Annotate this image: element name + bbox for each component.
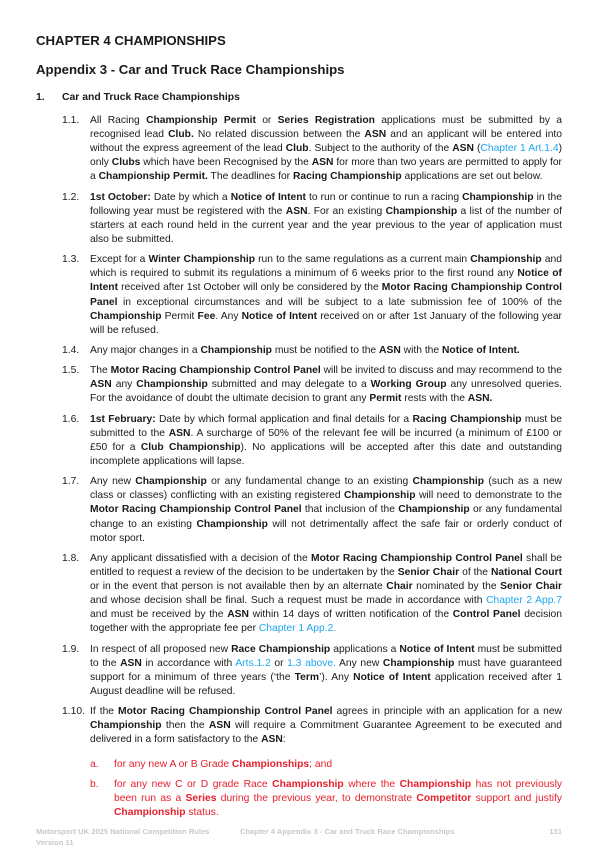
text-run: for any new C or D grade Race [114, 778, 273, 790]
text-run: of the [459, 567, 491, 579]
footer-version: Version 11 [36, 837, 74, 847]
clause-number: 1.7. [62, 476, 80, 488]
defined-term: Championship [398, 504, 470, 516]
defined-term: Club. [168, 129, 194, 141]
clause-text [90, 552, 562, 637]
text-run: for any new A or B Grade [114, 758, 232, 770]
text-run: which have been Recognised by the [140, 157, 312, 169]
clause-number: 1.5. [62, 365, 80, 377]
text-run: Date by which a [150, 191, 231, 203]
text-run: will need to demonstrate to the [415, 490, 562, 502]
text-run: to run or continue to run a racing [305, 191, 463, 203]
defined-term: ASN [379, 344, 401, 356]
clause-text [90, 253, 562, 338]
text-run: (such as a new class or classes) conflicting with an existing registered [90, 476, 562, 502]
text-run: run to the same regulations as a current main [255, 254, 471, 266]
text-run: with the [400, 344, 442, 356]
clause-number: 1.4. [62, 344, 80, 356]
text-run: then the [161, 720, 209, 732]
defined-term: Motor Racing Championship Control Panel [90, 504, 302, 516]
defined-term: Championships [231, 758, 310, 770]
defined-term: Fee [197, 310, 216, 322]
text-run: within 14 days of written notification of the [248, 609, 453, 621]
clause [62, 643, 562, 699]
text-run: submitted and may delegate to a [207, 379, 371, 391]
text-run: applications must be submitted by a recognised lead [90, 115, 562, 141]
clause [62, 114, 562, 184]
text-run: must be submitted to the [90, 643, 562, 669]
clause-number: 1.10. [62, 706, 85, 718]
clause [62, 344, 562, 358]
defined-term: ASN [120, 657, 142, 669]
defined-term: ASN [311, 157, 334, 169]
defined-term: Championship [196, 518, 268, 530]
clause-number: 1.3. [62, 254, 80, 266]
defined-term: Notice of Intent. [442, 344, 520, 356]
clause-text [90, 344, 562, 358]
sub-clause-text [114, 758, 562, 772]
defined-term: ASN [90, 379, 112, 391]
sub-clause-text [114, 778, 562, 820]
defined-term: Clubs [111, 157, 141, 169]
cross-reference-link[interactable]: Arts.1.2 [235, 657, 271, 669]
text-run: decision together with the appropriate fee per [90, 609, 562, 635]
content-area [0, 114, 600, 820]
defined-term: Control Panel [452, 609, 521, 621]
text-run: or in the event that person is not available then by an alternate [90, 581, 387, 593]
defined-term: Senior Chair [500, 581, 563, 593]
clause-text [90, 114, 562, 184]
text-run: and must be received by the [90, 609, 228, 621]
defined-term: Senior Chair [397, 567, 460, 579]
clause-number: 1.9. [62, 643, 80, 655]
defined-term: Race Championship [231, 643, 331, 655]
text-run: in exceptional circumstances and will be subject to a late submission fee of 100% of the [117, 296, 562, 308]
defined-term: Championship [382, 657, 455, 669]
clause-text [90, 705, 562, 747]
text-run: support and justify [471, 792, 562, 804]
page-number: 131 [549, 826, 562, 836]
text-run: must be submitted to the [90, 413, 562, 439]
text-run: Any major changes in a [90, 344, 201, 356]
defined-term: Racing Championship [412, 413, 522, 425]
clause-number: 1.8. [62, 552, 80, 564]
defined-term: Notice of Intent [90, 268, 562, 294]
sub-clause-number: a. [90, 758, 99, 770]
text-run: agrees in principle with an application for a new [332, 706, 562, 718]
defined-term: Motor Racing Championship Control Panel [110, 365, 321, 377]
defined-term: Championship [200, 344, 272, 356]
defined-term: Notice of Intent [353, 671, 431, 683]
defined-term: 1st February: [90, 413, 156, 425]
text-run: ; and [309, 758, 333, 770]
text-run: ). No applications will be accepted after this date and outstanding incomplete applications will lapse. [90, 441, 562, 467]
defined-term: Permit [369, 393, 402, 405]
clause-text [90, 413, 562, 469]
text-run: and an applicant will be entered into without the express agreement of the lead [90, 129, 563, 155]
defined-term: Motor Racing Championship Control Panel [118, 706, 333, 718]
text-run: ( [473, 143, 481, 155]
defined-term: Championship [136, 379, 208, 391]
chapter-title: CHAPTER 4 CHAMPIONSHIPS [36, 33, 226, 48]
defined-term: Term [294, 671, 320, 683]
text-run: Any applicant dissatisfied with a decision of the [90, 552, 312, 564]
clause-text [90, 643, 562, 699]
clause-number: 1.1. [62, 115, 80, 126]
text-run: . Subject to the authority of the [308, 143, 453, 155]
text-run: rests with the [401, 393, 468, 405]
text-run: ’). Any [319, 671, 354, 683]
text-run: ) only [90, 143, 562, 169]
defined-term: ASN [285, 205, 308, 217]
defined-term: Championship [90, 310, 162, 322]
text-run: nominated by the [412, 581, 501, 593]
text-run: If the [90, 706, 119, 718]
text-run: and which is required to submit its regulations a minimum of 6 weeks prior to the first round any [90, 254, 562, 280]
defined-term: ASN [364, 129, 387, 141]
defined-term: Motor Racing Championship Control Panel [90, 282, 562, 308]
defined-term: ASN [208, 720, 231, 732]
text-run: any [111, 379, 137, 391]
defined-term: ASN [227, 609, 249, 621]
cross-reference-link[interactable]: 1.3 above. [287, 657, 337, 669]
text-run: Permit [161, 310, 198, 322]
cross-reference-link[interactable]: Chapter 2 App.7 [486, 595, 563, 607]
text-run: or [270, 657, 288, 669]
text-run: application received after 1 August deadline will be refused. [90, 671, 562, 697]
defined-term: Series Registration [277, 115, 375, 126]
defined-term: Championship [135, 476, 207, 488]
text-run: No related discussion between the [193, 129, 365, 141]
text-run: any unresolved queries. For the avoidance of doubt the ultimate decision to grant any [90, 379, 562, 405]
section-heading [36, 92, 240, 103]
text-run: The deadlines for [207, 171, 293, 183]
text-run: in accordance with [141, 657, 236, 669]
text-run: Any new [336, 657, 383, 669]
sub-clause-list [90, 758, 562, 820]
text-run: . Any [215, 310, 242, 322]
text-run: that inclusion of the [301, 504, 399, 516]
text-run: : [282, 734, 286, 746]
footer-left [36, 826, 240, 848]
text-run: received after 1st October will only be considered by the [118, 282, 382, 294]
defined-term: Championship [385, 205, 458, 217]
defined-term: Championship Permit. [98, 171, 208, 183]
defined-term: Notice of Intent [399, 643, 475, 655]
defined-term: Championship [462, 191, 534, 203]
sub-clause-number: b. [90, 778, 99, 790]
text-run: during the previous year, to demonstrate [216, 792, 417, 804]
defined-term: Championship [90, 720, 162, 732]
cross-reference-link[interactable]: Chapter 1 Art.1.4 [480, 143, 559, 155]
sub-clause [90, 778, 562, 820]
defined-term: Championship [412, 476, 485, 488]
defined-term: Motor Racing Championship Control Panel [311, 552, 523, 564]
defined-term: National Court [490, 567, 563, 579]
page-body [0, 114, 600, 860]
sub-clause [90, 758, 562, 772]
text-run: Date by which formal application and final details for a [155, 413, 413, 425]
defined-term: Racing Championship [292, 171, 402, 183]
footer [36, 826, 562, 848]
text-run: or any fundamental change to an existing [90, 504, 562, 530]
text-run: applications are set out below. [401, 171, 543, 183]
clause-text [90, 191, 562, 247]
defined-term: ASN [168, 427, 191, 439]
text-run: The [90, 365, 111, 377]
text-run: or [255, 115, 278, 126]
defined-term: Winter Championship [148, 254, 256, 266]
text-run: or any fundamental change to an existing [206, 476, 413, 488]
text-run: applications a [330, 643, 400, 655]
defined-term: ASN. [467, 393, 493, 405]
clause-text [90, 364, 562, 406]
defined-term: Series [185, 792, 217, 804]
defined-term: ASN [452, 143, 474, 155]
footer-rules-title: Motorsport UK 2025 National Competition Rules [36, 826, 210, 836]
text-run: a list of the number of starters at each round held in the current year and the year previous to the year of application must also be submitted. [90, 205, 562, 245]
defined-term: Club Championship [140, 441, 241, 453]
defined-term: ASN [261, 734, 283, 746]
text-run: . A surcharge of 50% of the relevant fee will be incurred (a minimum of £100 or £50 for a [90, 427, 562, 453]
clause [62, 413, 562, 469]
clause [62, 191, 562, 247]
defined-term: Championship [470, 254, 542, 266]
text-run: status. [185, 806, 219, 818]
text-run: and whose decision shall be final. Such a request must be made in accordance with [90, 595, 487, 607]
text-run: In respect of all proposed new [90, 643, 232, 655]
defined-term: Championship [344, 490, 416, 502]
defined-term: Competitor [416, 792, 472, 804]
text-run: . For an existing [307, 205, 386, 217]
text-run: will not detrimentally affect the safe fair or orderly conduct of motor sport. [90, 518, 562, 544]
section-title: Car and Truck Race Championships [62, 92, 240, 103]
text-run: will require a Commitment Guarantee Agreement to be executed and delivered in a form satisfactory to the [90, 720, 563, 746]
defined-term: Chair [386, 581, 413, 593]
defined-term: Championship Permit [146, 115, 256, 126]
section-number: 1. [36, 92, 45, 103]
defined-term: Championship [399, 778, 472, 790]
footer-chapter: Chapter 4 Appendix 3 - Car and Truck Race Championships [240, 826, 455, 836]
defined-term: Club [285, 143, 309, 155]
appendix-title: Appendix 3 - Car and Truck Race Championships [36, 62, 345, 77]
clause [62, 364, 562, 406]
text-run: where the [343, 778, 400, 790]
clause-number: 1.2. [62, 191, 80, 203]
defined-term: Championship [114, 806, 186, 818]
clause [62, 552, 562, 637]
text-run: must have guaranteed support for a minimum of three years (‘the [90, 657, 562, 683]
text-run: Any new [90, 476, 136, 488]
clause-number: 1.6. [62, 413, 80, 425]
defined-term: 1st October: [90, 191, 151, 203]
text-run: must be notified to the [271, 344, 380, 356]
defined-term: Notice of Intent [241, 310, 318, 322]
clause [62, 253, 562, 338]
defined-term: Championship [272, 778, 344, 790]
defined-term: Working Group [370, 379, 447, 391]
defined-term: Notice of Intent [230, 191, 306, 203]
text-run: will be invited to discuss and may recommend to the [320, 365, 562, 377]
text-run: Except for a [90, 254, 149, 266]
text-run: in the following year must be registered with the [90, 191, 562, 217]
text-run: has not previously been run as a [114, 778, 563, 804]
text-run: All Racing [90, 115, 147, 126]
clause [62, 475, 562, 545]
clause-text [90, 475, 562, 545]
text-run: shall be entitled to request a review of the decision to be undertaken by the [90, 552, 562, 579]
text-run: for more than two years are permitted to apply for a [90, 157, 562, 183]
clause [62, 705, 562, 747]
clause-list [62, 114, 562, 748]
cross-reference-link[interactable]: Chapter 1 App.2. [258, 623, 337, 635]
text-run: received on or after 1st January of the following year will be refused. [90, 310, 562, 336]
